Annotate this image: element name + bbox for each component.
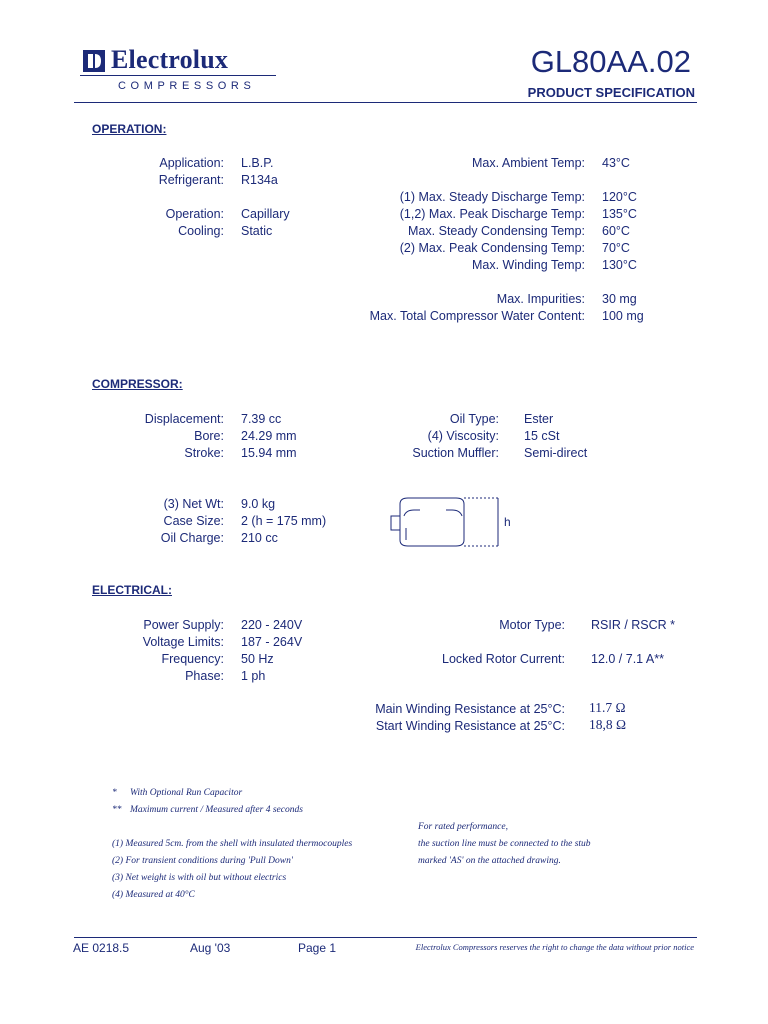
comp-right-label: (4) Viscosity: bbox=[427, 429, 499, 443]
op-value: Static bbox=[241, 224, 273, 238]
note-rated: the suction line must be connected to the stub bbox=[418, 839, 591, 849]
operation-heading: OPERATION: bbox=[92, 122, 167, 136]
footer-disclaimer: Electrolux Compressors reserves the right to change the data without prior notice bbox=[415, 942, 694, 952]
note-dstar-text: Maximum current / Measured after 4 seconds bbox=[130, 805, 303, 815]
comp-right-value: Ester bbox=[524, 412, 554, 426]
op-right-value: 60°C bbox=[602, 224, 630, 238]
elec-right-value: RSIR / RSCR * bbox=[591, 618, 676, 632]
comp-label: (3) Net Wt: bbox=[163, 497, 224, 511]
note-star-text: With Optional Run Capacitor bbox=[130, 788, 243, 798]
footer-date: Aug '03 bbox=[190, 941, 231, 955]
elec-label: Frequency: bbox=[161, 652, 224, 666]
electrolux-logo bbox=[80, 45, 280, 96]
model-number: GL80AA.02 bbox=[530, 44, 691, 79]
elec-value: 50 Hz bbox=[241, 652, 274, 666]
elec-right-value: 12.0 / 7.1 A** bbox=[591, 652, 664, 666]
op-right-value: 120°C bbox=[602, 190, 637, 204]
comp-value: 15.94 mm bbox=[241, 446, 297, 460]
op-right-label: Max. Impurities: bbox=[496, 292, 585, 306]
comp-value: 2 (h = 175 mm) bbox=[241, 514, 327, 528]
brand-subtitle: COMPRESSORS bbox=[118, 80, 256, 92]
comp-label: Bore: bbox=[194, 429, 224, 443]
elec-label: Power Supply: bbox=[143, 618, 224, 632]
note-numbered: (2) For transient conditions during 'Pull Down' bbox=[112, 856, 293, 866]
op-right-value: 100 mg bbox=[602, 309, 644, 323]
footer-page: Page 1 bbox=[298, 941, 337, 955]
comp-right-value: 15 cSt bbox=[524, 429, 560, 443]
logo-rule bbox=[80, 75, 276, 76]
start-winding-label: Start Winding Resistance at 25°C: bbox=[375, 719, 565, 733]
comp-value: 7.39 cc bbox=[241, 412, 282, 426]
comp-label: Stroke: bbox=[184, 446, 224, 460]
note-numbered: (4) Measured at 40°C bbox=[112, 890, 195, 900]
elec-value: 1 ph bbox=[241, 669, 266, 683]
elec-right-label: Motor Type: bbox=[499, 618, 565, 632]
op-right-value: 70°C bbox=[602, 241, 630, 255]
op-right-value: 30 mg bbox=[602, 292, 637, 306]
comp-label: Oil Charge: bbox=[160, 531, 224, 545]
footer-rule bbox=[74, 937, 697, 938]
comp-right-label: Suction Muffler: bbox=[412, 446, 499, 460]
op-right-label: (1) Max. Steady Discharge Temp: bbox=[399, 190, 585, 204]
brand-name: Electrolux bbox=[111, 45, 229, 74]
elec-label: Voltage Limits: bbox=[142, 635, 224, 649]
compressor-case-diagram bbox=[386, 494, 506, 550]
op-right-label: (2) Max. Peak Condensing Temp: bbox=[399, 241, 585, 255]
note-rated: marked 'AS' on the attached drawing. bbox=[418, 856, 561, 866]
op-right-label: (1,2) Max. Peak Discharge Temp: bbox=[399, 207, 585, 221]
op-right-label: Max. Winding Temp: bbox=[471, 258, 585, 272]
compressor-heading: COMPRESSOR: bbox=[92, 377, 183, 391]
op-value: L.B.P. bbox=[241, 156, 274, 170]
note-numbered: (3) Net weight is with oil but without electrics bbox=[112, 873, 287, 883]
doc-title: PRODUCT SPECIFICATION bbox=[527, 85, 695, 100]
op-right-label: Max. Ambient Temp: bbox=[471, 156, 585, 170]
footer-doc-number: AE 0218.5 bbox=[73, 941, 130, 955]
comp-label: Displacement: bbox=[144, 412, 224, 426]
comp-label: Case Size: bbox=[163, 514, 224, 528]
start-winding-value: 18,8 Ω bbox=[589, 717, 627, 732]
note-dstar-marker: ** bbox=[112, 805, 122, 815]
elec-right-label: Locked Rotor Current: bbox=[442, 652, 565, 666]
op-label: Refrigerant: bbox=[158, 173, 224, 187]
op-right-value: 43°C bbox=[602, 156, 630, 170]
note-rated: For rated performance, bbox=[418, 822, 508, 832]
op-label: Application: bbox=[159, 156, 224, 170]
comp-right-label: Oil Type: bbox=[449, 412, 499, 426]
comp-right-value: Semi-direct bbox=[524, 446, 588, 460]
op-label: Cooling: bbox=[178, 224, 224, 238]
main-winding-value: 11.7 Ω bbox=[589, 700, 626, 715]
electrolux-logo-icon bbox=[82, 49, 106, 73]
elec-label: Phase: bbox=[185, 669, 224, 683]
note-star-marker: * bbox=[112, 788, 117, 798]
comp-value: 24.29 mm bbox=[241, 429, 297, 443]
header-rule bbox=[74, 102, 697, 103]
op-value: Capillary bbox=[241, 207, 290, 221]
op-value: R134a bbox=[241, 173, 278, 187]
op-label: Operation: bbox=[165, 207, 224, 221]
op-right-value: 135°C bbox=[602, 207, 637, 221]
op-right-label: Max. Steady Condensing Temp: bbox=[408, 224, 585, 238]
note-numbered: (1) Measured 5cm. from the shell with insulated thermocouples bbox=[112, 839, 353, 849]
comp-value: 9.0 kg bbox=[241, 497, 276, 511]
main-winding-label: Main Winding Resistance at 25°C: bbox=[375, 702, 565, 716]
op-right-label: Max. Total Compressor Water Content: bbox=[369, 309, 585, 323]
diagram-height-label: h bbox=[504, 515, 511, 529]
comp-value: 210 cc bbox=[241, 531, 278, 545]
elec-value: 187 - 264V bbox=[241, 635, 303, 649]
elec-value: 220 - 240V bbox=[241, 618, 303, 632]
op-right-value: 130°C bbox=[602, 258, 637, 272]
electrical-heading: ELECTRICAL: bbox=[92, 583, 172, 597]
